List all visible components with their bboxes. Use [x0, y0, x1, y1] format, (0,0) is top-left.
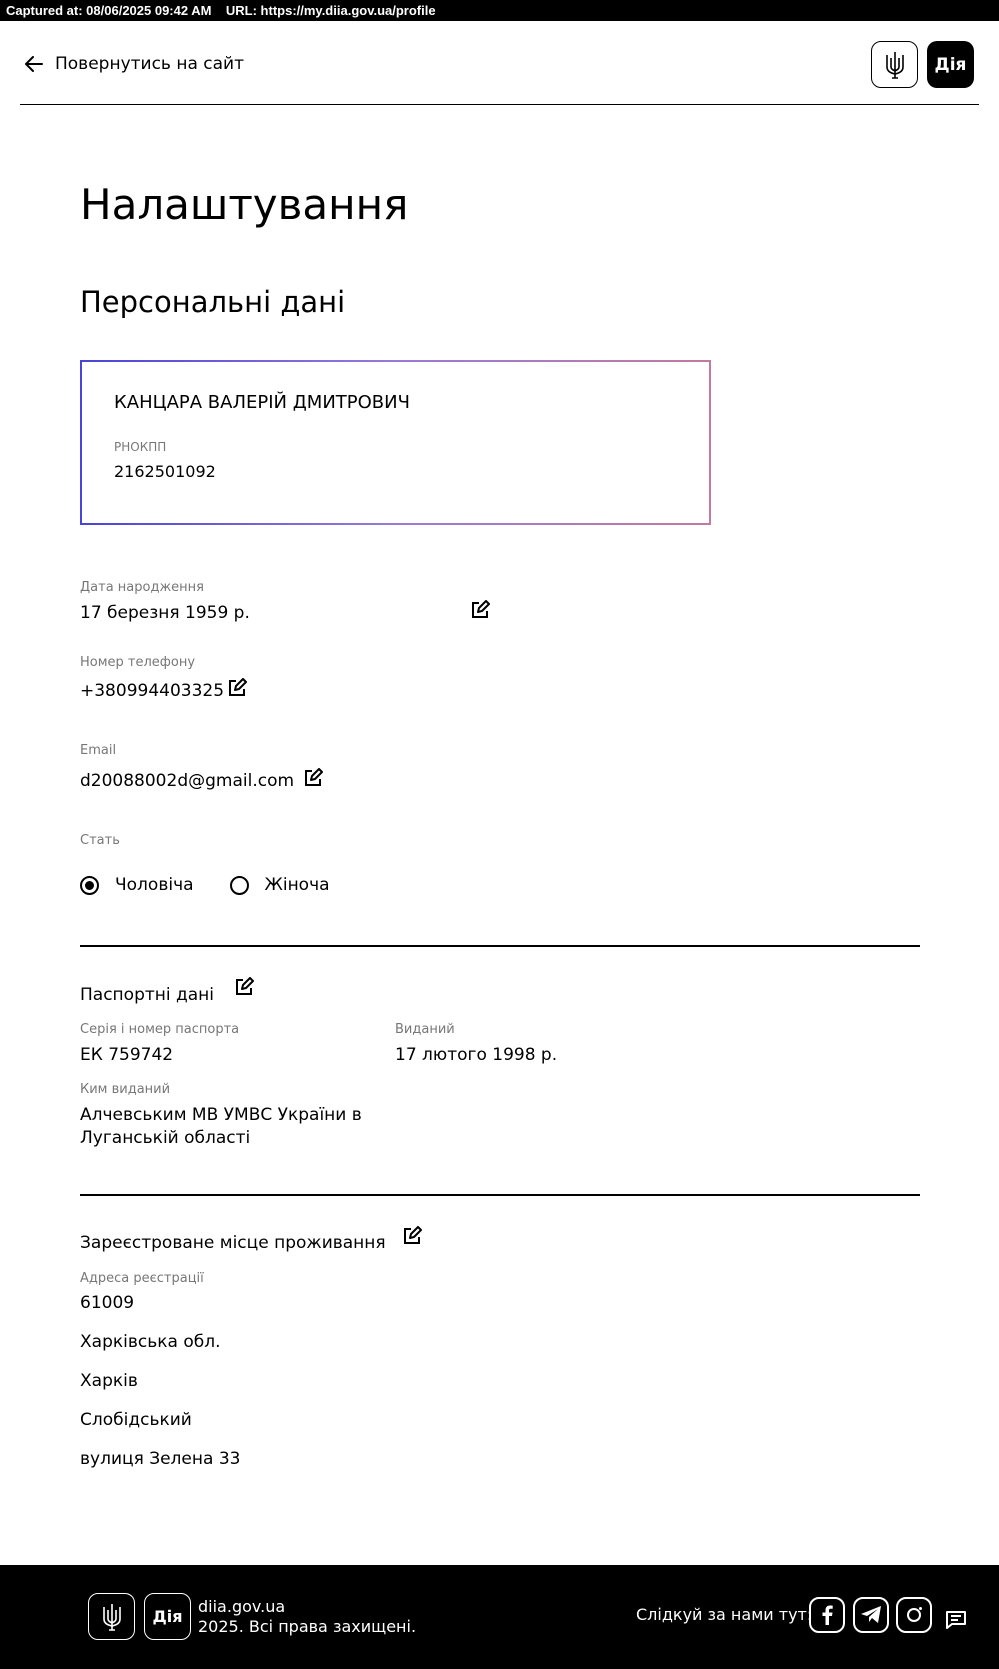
- edit-phone-icon[interactable]: [227, 678, 247, 698]
- edit-birth-date-icon[interactable]: [470, 600, 490, 620]
- passport-issued-label: Виданий: [395, 1022, 455, 1037]
- gender-label: Стать: [80, 833, 120, 848]
- address-line: Слобідський: [80, 1410, 192, 1430]
- trident-icon: [101, 1602, 123, 1632]
- telegram-icon: [860, 1605, 882, 1625]
- email-label: Email: [80, 743, 117, 758]
- section-title-personal-data: Персональні дані: [80, 285, 346, 319]
- arrow-left-icon: [25, 56, 43, 72]
- footer-site-link[interactable]: diia.gov.ua: [198, 1597, 286, 1616]
- footer-trident-logo[interactable]: [88, 1593, 135, 1640]
- address-label: Адреса реєстрації: [80, 1271, 204, 1286]
- passport-issuer-line-1: Алчевським МВ УМВС України в: [80, 1105, 362, 1125]
- gender-male-label: Чоловіча: [115, 875, 194, 895]
- passport-issuer-label: Ким виданий: [80, 1082, 171, 1097]
- telegram-link[interactable]: [853, 1597, 889, 1633]
- gender-option-male[interactable]: [80, 875, 194, 895]
- facebook-icon: [818, 1604, 836, 1626]
- phone-label: Номер телефону: [80, 655, 196, 670]
- radio-female[interactable]: [230, 876, 249, 895]
- footer-text: [198, 1597, 416, 1637]
- passport-issued-value: 17 лютого 1998 р.: [395, 1045, 558, 1065]
- instagram-link[interactable]: [896, 1597, 932, 1633]
- footer-diia-logo[interactable]: Дія: [144, 1593, 191, 1640]
- capture-info-bar: Captured at: 08/06/2025 09:42 AM URL: https://my.diia.gov.ua/profile: [0, 0, 999, 21]
- divider: [80, 1194, 920, 1196]
- rnokpp-label: РНОКПП: [114, 440, 167, 454]
- passport-title: Паспортні дані: [80, 985, 215, 1005]
- edit-passport-icon[interactable]: [234, 977, 254, 997]
- page-title: Налаштування: [80, 180, 409, 229]
- facebook-link[interactable]: [809, 1597, 845, 1633]
- address-line: 61009: [80, 1293, 135, 1313]
- diia-logo[interactable]: Дія: [927, 41, 974, 88]
- instagram-icon: [903, 1604, 925, 1626]
- footer-rights: 2025. Всі права захищені.: [198, 1617, 417, 1636]
- edit-address-icon[interactable]: [402, 1226, 422, 1246]
- birth-date-label: Дата народження: [80, 580, 204, 595]
- edit-email-icon[interactable]: [303, 768, 323, 788]
- follow-us-label: Слідкуй за нами тут:: [636, 1605, 813, 1624]
- footer-logos: [88, 1593, 191, 1640]
- gender-option-female[interactable]: [230, 875, 330, 895]
- chat-icon[interactable]: [945, 1610, 967, 1630]
- gender-radio-group: [80, 875, 366, 895]
- person-name: КАНЦАРА ВАЛЕРІЙ ДМИТРОВИЧ: [114, 392, 410, 413]
- header-logos: [871, 41, 974, 88]
- passport-series-label: Серія і номер паспорта: [80, 1022, 240, 1037]
- person-card: [80, 360, 711, 525]
- address-line: вулиця Зелена 33: [80, 1449, 241, 1469]
- footer: [0, 1565, 999, 1669]
- address-title: Зареєстроване місце проживання: [80, 1233, 386, 1253]
- address-line: Харківська обл.: [80, 1332, 221, 1352]
- trident-icon: [884, 50, 906, 80]
- rnokpp-value: 2162501092: [114, 462, 216, 481]
- email-value: d20088002d@gmail.com: [80, 771, 295, 791]
- gender-female-label: Жіноча: [264, 875, 330, 895]
- passport-series-value: ЕК 759742: [80, 1045, 174, 1065]
- back-to-site-link[interactable]: [25, 54, 244, 74]
- trident-logo[interactable]: [871, 41, 918, 88]
- radio-male[interactable]: [80, 876, 99, 895]
- divider: [80, 945, 920, 947]
- address-line: Харків: [80, 1371, 138, 1391]
- back-link-label: Повернутись на сайт: [55, 54, 245, 74]
- phone-value: +380994403325: [80, 681, 225, 701]
- header: [20, 21, 979, 105]
- birth-date-value: 17 березня 1959 р.: [80, 603, 250, 623]
- passport-issuer-line-2: Луганській області: [80, 1128, 251, 1148]
